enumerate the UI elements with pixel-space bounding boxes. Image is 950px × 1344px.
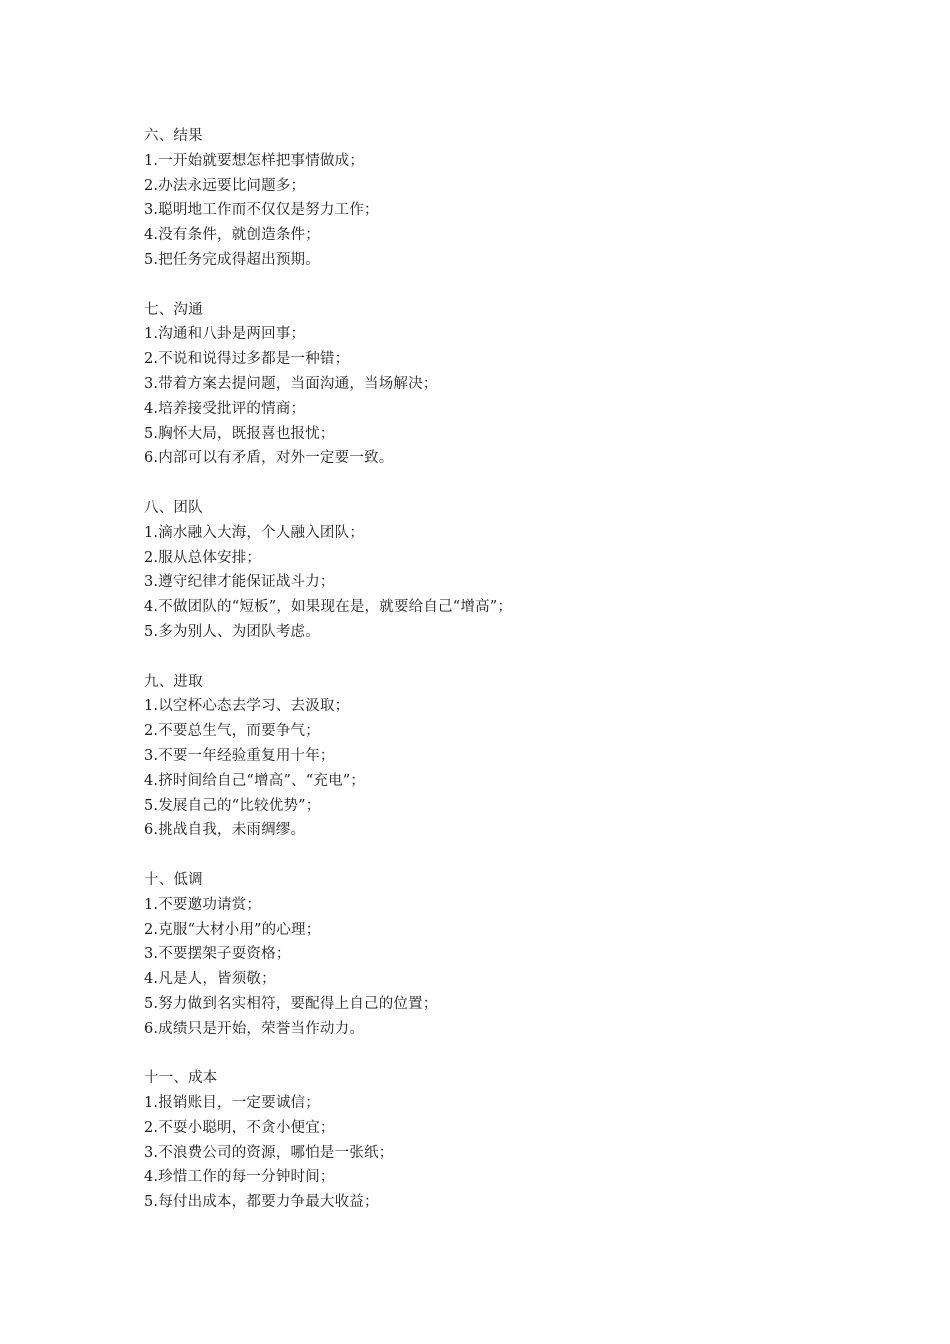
list-item: 1.滴水融入大海，个人融入团队； (144, 524, 365, 541)
list-item: 2.不耍小聪明，不贪小便宜； (144, 1119, 335, 1136)
document-page (144, 124, 844, 1240)
section-results (144, 124, 844, 273)
list-item: 3.遵守纪律才能保证战斗力； (144, 574, 335, 591)
list-item: 2.服从总体安排； (144, 549, 262, 566)
list-item: 6.成绩只是开始，荣誉当作动力。 (144, 1020, 365, 1037)
list-item: 4.挤时间给自己“增高”、“充电”； (144, 772, 366, 789)
section-progress (144, 670, 844, 844)
section-heading: 七、沟通 (144, 301, 203, 318)
section-communication (144, 298, 844, 472)
list-item: 4.不做团队的“短板”，如果现在是，就要给自己“增高”； (144, 599, 513, 616)
section-heading: 十一、成本 (144, 1070, 218, 1087)
list-item: 5.每付出成本，都要力争最大收益； (144, 1194, 379, 1211)
list-item: 6.挑战自我，未雨绸缪。 (144, 822, 306, 839)
list-item: 4.培养接受批评的情商； (144, 400, 306, 417)
list-item: 1.沟通和八卦是两回事； (144, 326, 306, 343)
section-team (144, 496, 844, 645)
list-item: 4.凡是人，皆须敬； (144, 971, 276, 988)
list-item: 4.珍惜工作的每一分钟时间； (144, 1169, 335, 1186)
list-item: 3.不要摆架子耍资格； (144, 946, 291, 963)
section-modesty (144, 868, 844, 1042)
list-item: 4.没有条件，就创造条件； (144, 227, 320, 244)
list-item: 5.发展自己的“比较优势”； (144, 797, 321, 814)
list-item: 1.一开始就要想怎样把事情做成； (144, 152, 365, 169)
list-item: 1.以空杯心态去学习、去汲取； (144, 698, 350, 715)
list-item: 3.带着方案去提问题，当面沟通，当场解决； (144, 375, 438, 392)
list-item: 3.不要一年经验重复用十年； (144, 747, 335, 764)
list-item: 2.克服“大材小用”的心理； (144, 921, 321, 938)
list-item: 1.报销账目，一定要诚信； (144, 1095, 320, 1112)
section-heading: 八、团队 (144, 499, 203, 516)
section-heading: 六、结果 (144, 128, 203, 144)
list-item: 5.努力做到名实相符，要配得上自己的位置； (144, 995, 438, 1012)
list-item: 1.不要邀功请赏； (144, 896, 262, 913)
list-item: 5.把任务完成得超出预期。 (144, 251, 320, 268)
list-item: 5.胸怀大局，既报喜也报忧； (144, 425, 335, 442)
section-heading: 九、进取 (144, 673, 203, 690)
list-item: 3.聪明地工作而不仅仅是努力工作； (144, 202, 379, 219)
list-item: 2.不要总生气，而要争气； (144, 723, 320, 740)
list-item: 2.办法永远要比问题多； (144, 177, 306, 194)
list-item: 5.多为别人、为团队考虑。 (144, 623, 320, 640)
section-heading: 十、低调 (144, 871, 203, 888)
list-item: 6.内部可以有矛盾，对外一定要一致。 (144, 450, 394, 467)
list-item: 3.不浪费公司的资源，哪怕是一张纸； (144, 1144, 394, 1161)
section-cost (144, 1066, 844, 1215)
list-item: 2.不说和说得过多都是一种错； (144, 351, 350, 368)
